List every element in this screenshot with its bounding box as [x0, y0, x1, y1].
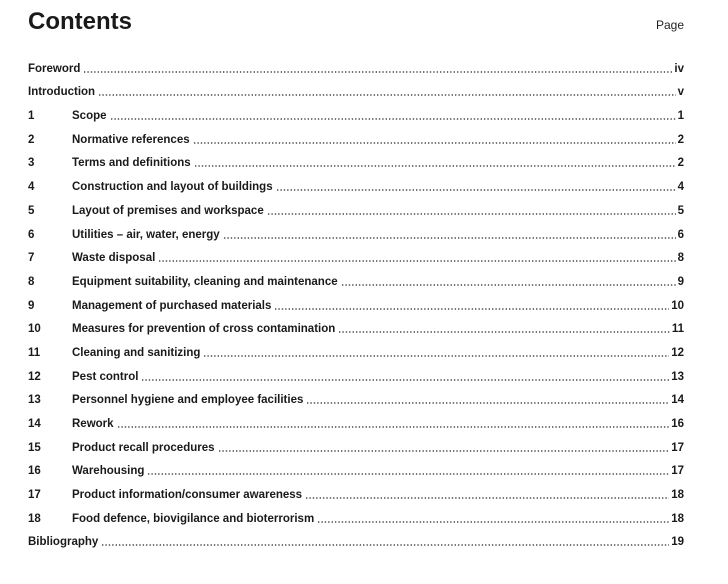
toc-entry-title: Pest control: [72, 370, 139, 383]
toc-entry-page: 17: [671, 441, 684, 454]
dot-leader: [267, 213, 676, 215]
toc-row: [28, 76, 684, 100]
toc-entry-title: Personnel hygiene and employee facilities: [72, 394, 304, 407]
dot-leader: [158, 260, 675, 262]
toc-entry-page: v: [677, 86, 684, 99]
toc-row: [28, 265, 684, 289]
toc-entry-page: 19: [671, 536, 684, 549]
toc-entry-title: Product information/consumer awareness: [72, 489, 303, 502]
dot-leader: [110, 118, 676, 120]
toc-entry-page: 16: [671, 418, 684, 430]
dot-leader: [98, 94, 676, 96]
toc-entry-title: Bibliography: [28, 536, 99, 549]
dot-leader: [193, 142, 676, 144]
toc-row: [28, 431, 684, 455]
toc-entry-number: 15: [28, 441, 41, 454]
toc-entry-number: 18: [28, 512, 41, 525]
dot-leader: [341, 284, 676, 286]
page-title: Contents: [28, 8, 132, 35]
toc-row: [28, 194, 684, 218]
toc-entry-title: Measures for prevention of cross contamination: [72, 323, 336, 336]
toc-entry-number: 9: [28, 299, 35, 312]
toc-entry-page: 9: [677, 275, 684, 288]
toc-entry-page: 2: [677, 133, 684, 146]
toc-entry-number: 7: [28, 252, 35, 265]
dot-leader: [203, 355, 669, 357]
dot-leader: [317, 521, 669, 523]
toc-row: [28, 502, 684, 526]
toc-entry-page: 17: [671, 465, 684, 478]
toc-entry-number: 6: [28, 228, 35, 241]
toc-entry-page: 18: [671, 512, 684, 525]
dot-leader: [223, 237, 676, 239]
toc-row: [28, 123, 684, 147]
dot-leader: [338, 331, 670, 333]
toc-entry-title: Construction and layout of buildings: [72, 181, 273, 194]
dot-leader: [276, 189, 676, 191]
toc-entry-title: Equipment suitability, cleaning and maintenance: [72, 275, 338, 288]
toc-entry-title: Scope: [72, 110, 107, 123]
toc-entry-title: Product recall procedures: [72, 441, 215, 454]
dot-leader: [117, 426, 670, 428]
dot-leader: [194, 165, 676, 167]
toc-row: [28, 218, 684, 242]
toc-entry-number: 2: [28, 133, 35, 146]
toc-row: [28, 360, 684, 384]
dot-leader: [274, 308, 669, 310]
toc-entry-page: 11: [671, 323, 684, 336]
dot-leader: [147, 473, 669, 475]
toc-entry-page: iv: [674, 62, 684, 75]
toc-entry-page: 2: [677, 157, 684, 170]
toc-row: [28, 384, 684, 408]
toc-entry-number: 14: [28, 418, 41, 430]
toc-entry-title: Layout of premises and workspace: [72, 204, 264, 217]
toc-entry-number: 13: [28, 394, 41, 407]
toc-entry-page: 10: [671, 299, 684, 312]
toc-entry-title: Food defence, biovigilance and bioterrorism: [72, 512, 315, 525]
toc-entry-title: Foreword: [28, 62, 81, 75]
toc-entry-page: 13: [671, 370, 684, 383]
toc-row: [28, 526, 684, 550]
toc-entry-number: 3: [28, 157, 35, 170]
toc-list: [28, 52, 684, 549]
toc-entry-title: Terms and definitions: [72, 157, 191, 170]
toc-row: [28, 407, 684, 431]
toc-entry-page: 12: [671, 346, 684, 359]
toc-entry-number: 11: [28, 346, 41, 359]
toc-entry-title: Rework: [72, 418, 114, 430]
toc-entry-page: 5: [677, 204, 684, 217]
toc-entry-number: 8: [28, 275, 35, 288]
toc-row: [28, 147, 684, 171]
toc-entry-page: 6: [677, 228, 684, 241]
dot-leader: [218, 450, 670, 452]
toc-row: [28, 170, 684, 194]
toc-entry-title: Waste disposal: [72, 252, 156, 265]
toc-entry-number: 17: [28, 489, 41, 502]
page-column-label: Page: [655, 18, 684, 32]
toc-entry-number: 5: [28, 204, 35, 217]
toc-row: [28, 289, 684, 313]
toc-entry-title: Cleaning and sanitizing: [72, 346, 201, 359]
dot-leader: [305, 497, 669, 499]
dot-leader: [306, 402, 669, 404]
toc-entry-title: Normative references: [72, 133, 190, 146]
toc-entry-title: Utilities – air, water, energy: [72, 228, 220, 241]
dot-leader: [83, 71, 672, 73]
toc-entry-title: Warehousing: [72, 465, 145, 478]
toc-row: [28, 99, 684, 123]
toc-entry-number: 10: [28, 323, 41, 336]
toc-entry-number: 4: [28, 181, 35, 194]
toc-entry-page: 8: [677, 252, 684, 265]
toc-row: [28, 478, 684, 502]
toc-entry-page: 1: [677, 110, 684, 123]
toc-entry-page: 18: [671, 489, 684, 502]
dot-leader: [141, 379, 669, 381]
toc-row: [28, 52, 684, 76]
toc-row: [28, 313, 684, 337]
toc-entry-number: 1: [28, 110, 35, 123]
toc-row: [28, 242, 684, 266]
toc-entry-page: 14: [671, 394, 684, 407]
toc-entry-number: 12: [28, 370, 41, 383]
toc-header: [28, 8, 684, 36]
toc-row: [28, 336, 684, 360]
toc-entry-title: Introduction: [28, 86, 96, 99]
dot-leader: [101, 544, 669, 546]
toc-entry-page: 4: [677, 181, 684, 194]
toc-entry-title: Management of purchased materials: [72, 299, 272, 312]
toc-entry-number: 16: [28, 465, 41, 478]
toc-row: [28, 455, 684, 479]
